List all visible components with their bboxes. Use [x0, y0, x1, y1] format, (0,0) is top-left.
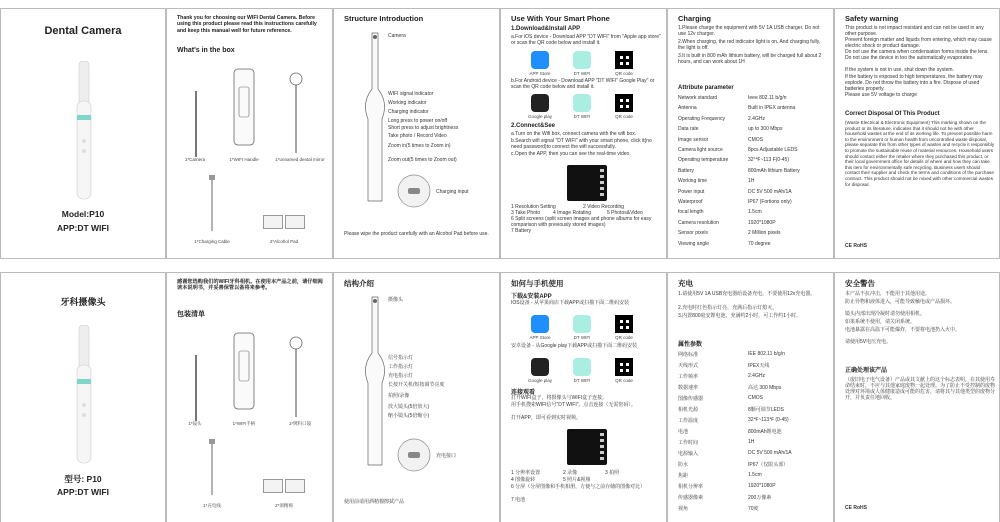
spec-label: 图像传感器	[678, 396, 704, 402]
spec-value: 1920*1080P	[748, 483, 776, 489]
spec-value: Ieee 802.11 b/g/n	[748, 95, 787, 101]
spec-label: Data rate	[678, 126, 699, 133]
spec-value: 2.4GHz	[748, 115, 765, 122]
disposal-text: （废旧电子电气设备）产品或其文献上的这个标志表明，在其使用寿命结束时，不应与其他家庭废物一起处理。为了防止不受控制的废物处理对环境或人体健康造成可能的危害，请将其与其他类型的废物分开，并负责任地回收。	[845, 377, 996, 401]
spec-label: 焦距	[678, 473, 689, 479]
label-charging-indicator: 充电指示灯	[388, 373, 414, 379]
spec-value: 800mAh锂电池	[748, 429, 782, 435]
spec-label: Camera light source	[678, 147, 723, 153]
model-number: 型号: P10	[64, 474, 102, 484]
connect-heading: 连接观看	[511, 390, 536, 396]
spec-label: Operating Frequency	[678, 115, 725, 122]
charging-line-2: 2.When charging, the red indicator light is on. And charging fully, the light is off.	[678, 39, 821, 51]
connect-step-b: b.Search wifi signal "DT WIFI" with your smart phone, click it(no need password)to connect the wifi successfully.	[511, 138, 652, 150]
intro-text: 感谢您选购我们的WIFI牙科相机。在使用本产品之前，请仔细阅读本说明书，并妥善保管以备将来参考。	[177, 279, 323, 292]
legend-3: 3 Take Photo	[511, 210, 541, 216]
label-zoom-out: Zoom out(5 times to Zoom out)	[388, 157, 457, 163]
android-label-app: DT WIFI	[573, 378, 591, 383]
label-wifi-indicator: 信号指示灯	[388, 355, 414, 361]
spec-value: 1920*1080P	[748, 219, 776, 226]
android-label-qr: QR code	[615, 114, 633, 119]
safety-item-6: 请使用5V电压充电。	[845, 339, 892, 345]
safety-item-3: Do not use the camera when condensation forms inside the lens. Do not use the device in too the automatically evaporates.	[845, 49, 989, 61]
ios-label-qr: QR code	[615, 71, 633, 76]
structure-title: 结构介绍	[344, 279, 374, 288]
cover-panel	[0, 8, 166, 259]
structure-note: 使用前请用酒精棉擦拭产品	[344, 499, 405, 505]
cover-panel	[0, 272, 166, 522]
label-power: 长按开关机/短按调节亮度	[388, 382, 445, 388]
qr-code-icon	[615, 51, 633, 69]
legend-2: 2 Video Recording	[583, 204, 625, 210]
label-charging-input: 充电接口	[436, 453, 457, 459]
dt-wifi-app-icon	[573, 94, 591, 112]
charging-line-3: 3.It is built in 800 mAh lithium battery, will be charged full about 2 hours, and can work about 1H	[678, 53, 822, 65]
safety-item-1: 本产品不抗冲击，不能用于其他用途。	[845, 291, 931, 297]
safety-item-5: 电池暴露在高温下可能爆炸，不要将电池扔入火中。	[845, 327, 961, 333]
box-item-handle: 1*WIFI Handle	[229, 157, 259, 162]
label-charging-indicator: Charging indicator	[388, 109, 429, 115]
spec-label: 工作温度	[678, 418, 699, 424]
android-text: 安卓设备 - 从Google play下载APP或扫描下面二维码安装	[511, 343, 638, 349]
alcohol-pad-icon	[285, 479, 305, 493]
spec-value: DC 5V 500 mAh/1A	[748, 450, 792, 456]
spec-label: 数据速率	[678, 385, 699, 391]
ios-text: a.For iOS device - Download APP "DT WIFI" from "Apple app store" or scan the QR code below and install it.	[511, 34, 661, 46]
charging-line-3: 3.内置800毫安锂电池，充满约2小时，可工作约1小时。	[678, 313, 802, 319]
legend-1: 1 分辨率设置	[511, 470, 541, 476]
legend-5: 5 照片&视频	[563, 477, 591, 483]
spec-label: 相机光源	[678, 407, 699, 413]
label-wifi-indicator: WIFI signal indicator	[388, 91, 434, 97]
spec-value: 2 Million pixels	[748, 230, 781, 237]
attr-title: 属性参数	[678, 342, 703, 348]
safety-title: Safety warning	[845, 14, 899, 23]
safety-panel	[834, 272, 1000, 522]
spec-value: 8颗可调节LEDS	[748, 407, 784, 413]
compliance-marks: CE RoHS	[845, 505, 867, 511]
camera-device-icon	[73, 325, 95, 465]
spec-label: 相机分辨率	[678, 484, 704, 490]
ios-label-qr: QR code	[615, 335, 633, 340]
spec-value: Built in IPEX antenna	[748, 105, 796, 112]
spec-value: 1.5cm	[748, 209, 762, 216]
label-zoom-in: Zoom in(5 times to Zoom in)	[388, 143, 451, 149]
spec-label: focal length	[678, 209, 704, 216]
spec-label: 工作频率	[678, 374, 699, 380]
spec-label: Battery	[678, 167, 694, 174]
legend-7: 7 电池	[511, 497, 526, 503]
legend-6: 6 Split screens (split screen images and phone albums for easy comparison with previously stored images)	[511, 216, 652, 228]
box-item-pad: 2*酒精棉	[275, 503, 293, 508]
dental-mirror-icon	[285, 335, 307, 419]
app-name: APP:DT WIFI	[57, 223, 109, 233]
spec-label: 工作时间	[678, 440, 699, 446]
compliance-marks: CE RoHS	[845, 243, 867, 249]
android-label-qr: QR code	[615, 378, 633, 383]
manual-sheet-chinese	[0, 272, 1000, 522]
phone-panel	[500, 272, 667, 522]
legend-3: 3 拍照	[605, 470, 620, 476]
phone-title: 如何与手机使用	[511, 279, 564, 288]
wifi-handle-icon	[229, 67, 259, 147]
disposal-title: Correct Disposal Of This Product	[845, 111, 940, 117]
dental-mirror-icon	[285, 71, 307, 155]
phone-title: Use With Your Smart Phone	[511, 14, 610, 23]
box-item-pad: 2*Alcohol Pad	[269, 239, 299, 244]
download-heading: 1.Download&Install APP	[511, 26, 581, 32]
spec-value: CMOS	[748, 395, 763, 401]
ios-label-app: DT WIFI	[573, 71, 591, 76]
spec-label: 电源输入	[678, 451, 699, 457]
qr-code-icon	[615, 94, 633, 112]
connect-heading: 2.Connect&See	[511, 123, 556, 129]
safety-title: 安全警告	[845, 279, 875, 288]
download-heading: 下载&安装APP	[511, 294, 552, 300]
spec-value: 70 degree	[748, 240, 771, 247]
spec-label: Operating temperature	[678, 157, 729, 164]
legend-4: 4 Image Rotating	[553, 210, 592, 216]
spec-value: 32℉~113℉ (0-45)	[748, 417, 789, 423]
legend-7: 7 Battery	[511, 228, 532, 234]
label-photo-video: 拍照/录像	[388, 393, 410, 399]
dental-camera-icon	[189, 89, 203, 159]
label-zoom-out: 缩小镜头(5倍缩小)	[388, 413, 430, 419]
manual-sheet-english	[0, 8, 1000, 259]
spec-value: IP67（仅限头部）	[748, 462, 789, 468]
spec-value: 1H	[748, 178, 755, 185]
alcohol-pad-icon	[263, 215, 283, 229]
attr-title: Attribute parameter	[678, 85, 734, 91]
spec-label: 天线形式	[678, 363, 699, 369]
spec-value: 200万像素	[748, 495, 772, 501]
cover-title: Dental Camera	[44, 25, 122, 37]
charging-port-icon	[396, 173, 432, 209]
box-item-camera: 1*Camera	[184, 157, 206, 162]
android-text: b.For Android device - Download APP "DT WIFI" Google Play" or scan the QR code below and install it.	[511, 78, 655, 90]
charging-line-2: 2.充电时红色指示灯亮，充满后指示灯熄灭。	[678, 305, 778, 311]
android-label-store: Google play	[527, 378, 553, 383]
safety-panel	[834, 8, 1000, 259]
dt-wifi-app-icon	[573, 315, 591, 333]
spec-value: 2.4GHz	[748, 373, 765, 379]
phone-panel	[500, 8, 667, 259]
spec-value: 高达 300 Mbps	[748, 385, 782, 391]
legend-6: 6 分屏（分屏图像和手机相册，方便与之前存储的图像对比）	[511, 484, 646, 490]
spec-label: Working time	[678, 178, 708, 185]
structure-title: Structure Introduction	[344, 14, 424, 23]
label-power: Long press to power on/off	[388, 118, 448, 124]
spec-value: up to 300 Mbps	[748, 126, 783, 133]
legend-5: 5 Photos&Video	[607, 210, 643, 216]
cover-title: 牙科摄像头	[60, 297, 106, 307]
app-name: APP:DT WIFI	[57, 487, 109, 497]
charging-line-1: 1.Please charge the equipment with 5V 1A USB charger. Do not use 12v charger.	[678, 25, 820, 37]
qr-code-icon	[615, 315, 633, 333]
intro-panel	[166, 272, 333, 522]
safety-item-1: This product is not impact resistant and can not be used in any other purpose.	[845, 25, 984, 37]
ios-text: IOS设备 - 从苹果商店下载APP或扫描下面二维码安装	[511, 300, 630, 306]
spec-value: 70度	[748, 506, 759, 512]
structure-note: Please wipe the product carefully with an Alcohol Pad before use.	[344, 231, 489, 237]
connect-step-a: a.Turn on the Wifi box, connect camera with the wifi box.	[511, 131, 637, 137]
safety-item-3: 镜头内部出现冷凝时请勿使用相机。	[845, 311, 926, 317]
spec-value: IP67 (Fortions only)	[748, 199, 792, 205]
spec-label: Network standard	[678, 95, 718, 101]
spec-value: 1.5cm	[748, 472, 762, 478]
box-item-mirror: 1*unnamed dental mirror	[275, 157, 325, 162]
charging-line-1: 1.请使用5V 1A USB充电器给设备充电，不要使用12v充电器。	[678, 291, 816, 297]
label-photo-video: Take photo / Record Video	[388, 133, 447, 139]
charging-title: Charging	[678, 14, 711, 23]
wifi-handle-icon	[229, 331, 259, 411]
safety-item-2: Prevent foreign matter and liquids from entering, which may cause electric shock or product damage.	[845, 37, 992, 49]
box-item-mirror: 1*牌科口镜	[288, 421, 312, 426]
label-zoom-in: 放大镜头(5倍放大)	[388, 404, 430, 410]
safety-item-5: If the battery is exposed to high temperatures, the battery may explode. Do not throw the battery into a fire. Dispose of used batteries properly.	[845, 74, 983, 92]
ios-label-store: APP Store	[529, 335, 551, 340]
spec-value: CMOS	[748, 136, 763, 143]
android-label-store: Google play	[527, 114, 553, 119]
spec-value: 1H	[748, 439, 755, 445]
spec-label: Waterproof	[678, 199, 703, 205]
spec-label: 视角	[678, 506, 689, 512]
box-item-cable: 1*充电线	[203, 503, 221, 508]
alcohol-pad-icon	[263, 479, 283, 493]
spec-label: Viewing angle	[678, 240, 710, 247]
alcohol-pad-icon	[285, 215, 305, 229]
spec-label: Camera resolution	[678, 219, 719, 226]
safety-item-4: 如果系统不使用，请关闭系统。	[845, 319, 916, 325]
safety-item-4: If the system is not in use, shut down the system.	[845, 67, 954, 73]
box-item-camera: 1*镜头	[188, 421, 202, 426]
charging-panel	[667, 272, 834, 522]
camera-device-icon	[73, 61, 95, 201]
dt-wifi-app-icon	[573, 358, 591, 376]
label-brightness: Short press to adjust brightness	[388, 125, 459, 131]
ios-label-app: DT WIFI	[573, 335, 591, 340]
connect-step-a: 打开WIFI盒子，将摄像头与WIFI盒子连接。	[511, 395, 608, 401]
model-number: Model:P10	[61, 209, 105, 219]
spec-label: Image sensor	[678, 136, 709, 143]
spec-label: Antenna	[678, 105, 697, 112]
intro-text: Thank you for choosing our WIFI Dental Camera. Before using this product please read this instructions carefully and keep this manual well for future reference.	[177, 15, 317, 34]
charging-panel	[667, 8, 834, 259]
label-working-indicator: Working indicator	[388, 100, 427, 106]
charging-cable-icon	[205, 175, 219, 233]
dental-camera-icon	[189, 353, 203, 423]
charging-title: 充电	[678, 279, 693, 288]
spec-label: 电池	[678, 429, 689, 435]
google-play-icon	[531, 358, 549, 376]
structure-panel	[333, 272, 500, 522]
box-heading: 包装清单	[177, 311, 205, 318]
label-working-indicator: 工作指示灯	[388, 364, 414, 370]
spec-value: 800mAh lithium Battery	[748, 167, 800, 174]
spec-value: IPEX天线	[748, 363, 770, 369]
label-camera: Camera	[388, 33, 406, 39]
spec-value: 32°℉~113 F(0-45)	[748, 157, 789, 164]
ios-label-store: APP Store	[529, 71, 551, 76]
box-item-cable: 1*Charging Cable	[194, 239, 230, 244]
intro-panel	[166, 8, 333, 259]
qr-code-icon	[615, 358, 633, 376]
legend-2: 2 录像	[563, 470, 578, 476]
structure-panel	[333, 8, 500, 259]
app-screen-icon	[567, 429, 607, 465]
android-label-app: DT WIFI	[573, 114, 591, 119]
spec-value: 8pcs Adjustable LEDS	[748, 147, 798, 153]
app-store-icon	[531, 51, 549, 69]
connect-step-c: c.Open the APP, then you can see the real-time video.	[511, 151, 631, 157]
charging-port-icon	[396, 437, 432, 473]
spec-label: Power input	[678, 188, 705, 195]
disposal-text: (Waste Electrical & Electronic Equipment) This marking shown on the product or its literature, indicates that it should not be with other household wastes at the end of its working life. To prevent possible harm to the environment or human health from uncontrolled waste disposal, please separate this from other types of wastes and recycle it responsibly to promote the sustainable reuse of material resources. Household users should contact either the retailer where they purchased this product, or their local government office for details of where and how they can take this item for environmentally safe recycling. Business users should contact their supplier and check the terms and conditions of the purchase contract. This product should not be mixed with other commercial wastes for disposal.	[845, 120, 995, 187]
app-store-icon	[531, 315, 549, 333]
box-heading: What's in the box	[177, 47, 235, 54]
safety-item-6: Please use 5V voltage to charge	[845, 92, 917, 98]
app-screen-icon	[567, 165, 607, 201]
spec-value: IEE 802.11 b/g/n	[748, 351, 785, 357]
connect-step-b: 用手机搜索WIFI信号“DT WIFI”，点击连接（无需密码）。	[511, 402, 636, 408]
safety-item-2: 防止异物和液体进入，可能导致触电或产品损坏。	[845, 299, 956, 305]
spec-label: 传感器像素	[678, 495, 704, 501]
charging-cable-icon	[205, 439, 219, 497]
google-play-icon	[531, 94, 549, 112]
legend-4: 4 图像旋转	[511, 477, 536, 483]
legend-1: 1 Resolution Setting	[511, 204, 556, 210]
box-item-handle: 1*WIFI手柄	[232, 421, 256, 426]
connect-step-c: 打开APP，即可看到实时视频。	[511, 415, 582, 421]
dt-wifi-app-icon	[573, 51, 591, 69]
label-camera: 摄像头	[388, 297, 404, 303]
label-charging-input: Charging input	[436, 189, 469, 195]
spec-label: 网络标准	[678, 352, 699, 358]
disposal-title: 正确处理该产品	[845, 368, 888, 374]
spec-value: DC 5V 500 mAh/1A	[748, 188, 792, 195]
spec-label: Sensor pixels	[678, 230, 709, 237]
spec-label: 防水	[678, 462, 689, 468]
